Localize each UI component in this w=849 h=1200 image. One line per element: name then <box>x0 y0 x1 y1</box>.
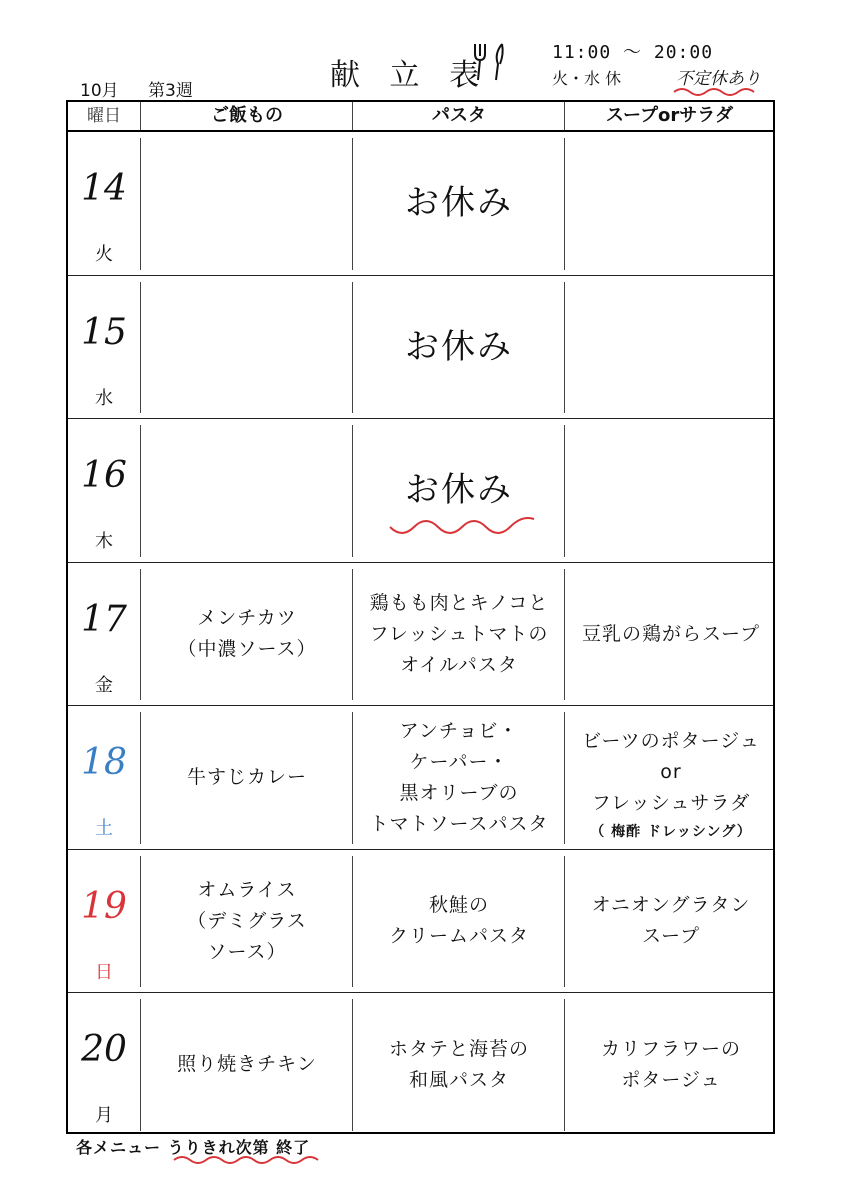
column-divider <box>564 569 565 701</box>
column-divider <box>564 999 565 1131</box>
day-number: 19 <box>81 885 127 927</box>
footer-note: 各メニュー うりきれ次第 終了 <box>76 1138 311 1157</box>
table-row <box>68 850 773 994</box>
pasta-dish: ホタテと海苔の 和風パスタ <box>388 1037 529 1091</box>
underline-wave <box>672 86 764 98</box>
weekday-label: 日 <box>95 961 113 983</box>
table-row <box>68 563 773 707</box>
column-divider <box>352 282 353 414</box>
column-divider <box>140 999 141 1131</box>
fork-knife-icon <box>468 40 518 84</box>
weekday-label: 水 <box>95 387 113 409</box>
rice-dish: メンチカツ （中濃ソース） <box>177 607 317 661</box>
day-number: 15 <box>81 311 127 353</box>
month-label: 10月 <box>80 81 119 101</box>
dressing-note: （ 梅酢 ドレッシング） <box>590 824 752 840</box>
day-number: 14 <box>81 168 127 209</box>
soup-salad-dish: オニオングラタン スープ <box>591 894 751 948</box>
table-row <box>68 993 773 1137</box>
column-divider <box>352 138 353 270</box>
weekday-label: 土 <box>95 818 113 839</box>
holiday-label: お休み <box>405 470 513 511</box>
column-divider <box>140 138 141 270</box>
menu-table <box>66 100 775 1134</box>
column-header-soup-salad: スープorサラダ <box>605 105 734 126</box>
column-divider <box>564 856 565 988</box>
column-divider <box>352 569 353 701</box>
column-divider <box>564 425 565 557</box>
soup-salad-dish: カリフラワーの ポタージュ <box>600 1037 741 1091</box>
column-divider <box>140 425 141 557</box>
closed-days: 火・水 休 <box>552 69 622 88</box>
pasta-dish: アンチョビ・ ケーパー・ 黒オリーブの トマトソースパスタ <box>369 719 549 835</box>
soup-salad-dish: 豆乳の鶏がらスープ <box>581 622 761 645</box>
header-divider-vertical <box>352 102 353 130</box>
column-header-rice: ご飯もの <box>211 105 283 126</box>
column-divider <box>564 138 565 270</box>
header-divider-vertical <box>140 102 141 130</box>
soup-salad-dish: ビーツのポタージュ or フレッシュサラダ <box>582 730 760 815</box>
pasta-dish: 鶏もも肉とキノコと フレッシュトマトの オイルパスタ <box>369 591 549 676</box>
column-divider <box>564 712 565 844</box>
business-hours: 11:00 〜 20:00 <box>552 42 714 63</box>
column-divider <box>352 999 353 1131</box>
column-divider <box>564 282 565 414</box>
column-divider <box>352 712 353 844</box>
weekday-label: 月 <box>95 1105 113 1126</box>
column-divider <box>140 856 141 988</box>
week-label: 第3週 <box>148 81 193 101</box>
holiday-label: お休み <box>405 326 513 367</box>
column-header-pasta: パスタ <box>432 105 486 126</box>
weekday-label: 火 <box>95 244 113 265</box>
weekday-label: 金 <box>95 674 113 696</box>
column-divider <box>352 425 353 557</box>
underline-wave <box>386 515 546 539</box>
header-divider-vertical <box>564 102 565 130</box>
column-header-day: 曜日 <box>87 106 121 126</box>
table-row <box>68 419 773 563</box>
underline-wave <box>172 1154 322 1166</box>
rice-dish: オムライス （デミグラス ソース） <box>187 878 307 963</box>
column-divider <box>140 712 141 844</box>
table-row <box>68 132 773 276</box>
column-divider <box>140 282 141 414</box>
column-divider <box>140 569 141 701</box>
table-row <box>68 706 773 850</box>
day-number: 17 <box>81 598 127 640</box>
pasta-dish: 秋鮭の クリームパスタ <box>388 894 529 948</box>
rice-dish: 牛すじカレー <box>186 766 307 789</box>
irregular-closing-note: 不定休あり <box>676 69 761 89</box>
weekday-label: 木 <box>95 531 113 552</box>
rice-dish: 照り焼きチキン <box>177 1053 317 1076</box>
page-title: 献 立 表 <box>330 58 490 93</box>
column-divider <box>352 856 353 988</box>
day-number: 16 <box>81 455 127 496</box>
table-row <box>68 276 773 420</box>
holiday-label: お休み <box>405 183 513 224</box>
day-number: 20 <box>81 1029 127 1070</box>
day-number: 18 <box>81 742 127 783</box>
